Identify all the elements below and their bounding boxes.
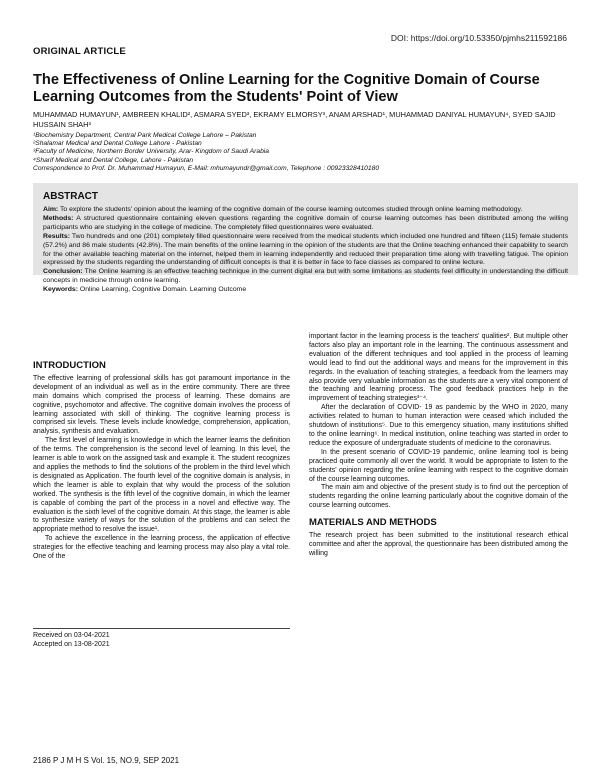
- affiliation-1: ¹Biochemistry Department, Central Park Medical College Lahore – Pakistan: [33, 132, 257, 139]
- affiliations: [33, 132, 578, 173]
- keywords-text: Online Learning, Cognitive Domain. Learning Outcome: [79, 286, 247, 294]
- introduction-heading: INTRODUCTION: [33, 360, 106, 371]
- affiliation-2: ²Shalamar Medical and Dental College Lahore - Pakistan: [33, 140, 202, 148]
- abstract-conclusion: [43, 268, 578, 286]
- left-column: [33, 362, 290, 562]
- abstract-box: [33, 183, 578, 294]
- right-paragraph-4: The main aim and objective of the present study is to find out the perception of students regarding the online learning particularly about the cognitive domain of the course learning outcomes.: [309, 484, 568, 510]
- intro-paragraph-1: The effective learning of professional skills has got paramount importance in the development of an individual as well as in the entire community. There are three main domains which comprised the process of learning. These domains are cognitive, psychomotor and affective. The cognitive domain involves the process of learning associated with skill of thinking. The cognitive learning process is comprised six levels. These levels include knowledge, comprehension, application, analysis, synthesis and evaluation.: [33, 374, 290, 436]
- accepted-date: Accepted on 13-08-2021: [33, 641, 110, 648]
- aim-label: Aim:: [43, 206, 59, 213]
- methods-heading: MATERIALS AND METHODS: [309, 517, 437, 529]
- received-date: Received on 03-04-2021: [33, 632, 110, 639]
- intro-paragraph-3: To achieve the excellence in the learning process, the application of effective strategies for the effective teaching and learning process may also play a vital role. One of the: [33, 535, 290, 561]
- methods-label: Methods:: [43, 214, 74, 222]
- right-paragraph-3: In the present scenario of COVID-19 pandemic, online learning tool is being practiced quite commonly all over the world. It would be appropriate to listen to the students' opinion regarding the online learning with respect to the cognitive domain of the course learning outcomes.: [309, 448, 568, 483]
- right-paragraph-2: After the declaration of COVID- 19 as pandemic by the WHO in 2020, many activities related to human to human interaction were ceased which included the shutdown of institutions⁵. Due to this emergency situation, many institutions shifted to the online learning⁶. In medical institution, online teaching was started in order to reduce the exposure of undergraduate students of medicine to the coronavirus.: [309, 404, 568, 447]
- author-list: MUHAMMAD HUMAYUN¹, AMBREEN KHALID², ASMARA SYED³, EKRAMY ELMORSY³, ANAM ARSHAD¹, MUHAMMAD DANIYAL HUMAYUN⁴, SYED SAJID HUSSAIN SHAH³: [33, 110, 556, 129]
- abstract-heading: ABSTRACT: [43, 191, 98, 202]
- affiliation-3: ³Faculty of Medicine, Northern Border University, Arar- Kingdom of Saudi Arabia: [33, 148, 270, 156]
- abstract-results: [43, 233, 578, 269]
- article-type-label: ORIGINAL ARTICLE: [33, 46, 126, 57]
- right-paragraph-1: important factor in the learning process is the teachers' qualities². But multiple other factors also play an important role in the learning. The continuous assessment and evaluation of the different techniques and tool applied in the process of learning would lead to find out the additional ways and means for the improvement in this regards. In the evaluation of teaching strategies, a feedback from the learners may also provide very valuable information as the students are a very vital component of the teaching and learning process. The good feedback practices help in the improvement of teaching strategies³⁻⁴.: [309, 333, 568, 403]
- keywords-label: Keywords:: [43, 286, 78, 294]
- page-footer: 2186 P J M H S Vol. 15, NO.9, SEP 2021: [33, 756, 180, 765]
- affiliation-4: ⁴Sharif Medical and Dental College, Lahore - Pakistan: [33, 156, 194, 164]
- abstract-methods: [43, 215, 578, 233]
- received-accepted: [33, 628, 290, 649]
- results-label: Results:: [43, 232, 71, 240]
- methods-paragraph: The research project has been submitted to the institutional research ethical committee and after the approval, the questionnaire has been distributed among the willing: [309, 532, 568, 557]
- right-column: [309, 333, 568, 559]
- aim-text: To explore the students' opinion about the learning of the cognitive domain of the course learning outcomes studied through online learning methodology.: [60, 206, 523, 213]
- abstract-keywords: [43, 286, 578, 295]
- abstract-aim: [43, 206, 578, 215]
- conclusion-text: The Online learning is an effective teaching technique in the current digital era but with some limitations as students feel difficulty in understanding the difficult concepts in medicine through online learning.: [43, 268, 568, 285]
- methods-text: A structured questionnaire containing eleven questions regarding the cognitive domain of course learning outcomes has been distributed among the willing participants who are studying in the college of medicine. The completely filled questionnaires were evaluated.: [43, 214, 568, 231]
- results-text: Two hundreds and one (201) completely filled questionnaire were received from the medical students which included one hundred and fifteen (115) female students (57.2%) and 86 male students (42.8%). The main benefits of the online learning in the opinion of the students are that the Online teaching enhanced their capability to search for the other available teaching material on the internet, helped them in learning independently and reduced their preparation time along with travelling fatigue. The opinion expressed by the students regarding the understanding of difficult concepts is that it is better in face to face classes as compared to online lecture.: [43, 232, 569, 267]
- correspondence: Correspondence to Prof. Dr. Muhammad Humayun, E-Mail: mhumayundr@gmail.com, Telephone : 00923328410180: [33, 164, 380, 172]
- article-title: The Effectiveness of Online Learning for the Cognitive Domain of Course Learning Outcomes from the Students' Point of View: [33, 72, 540, 105]
- intro-paragraph-2: The first level of learning is knowledge in which the learner learns the definition of the terms. The comprehension is the second level of learning. In this level, the learner is able to work on the assigned task and example it. The student recognizes and applies the methods to find the solutions of the problem in the third level which is designated as Application. The fourth level of the cognitive domain is analysis, in which the learner is able to explain that why would the process of the solution worked. The synthesis is the fifth level of the cognitive domain, in which the learner is capable of combing the part of the process in a novel and effective way. The evaluation is the sixth level of the cognitive domain. At this stage, the learner is able to synthesize variety of ways for the solution of the problems and can select the appropriate method to resolve the issue¹.: [33, 437, 290, 534]
- doi-line: DOI: https://doi.org/10.53350/pjmhs211592186: [390, 33, 567, 43]
- conclusion-label: Conclusion:: [43, 268, 83, 276]
